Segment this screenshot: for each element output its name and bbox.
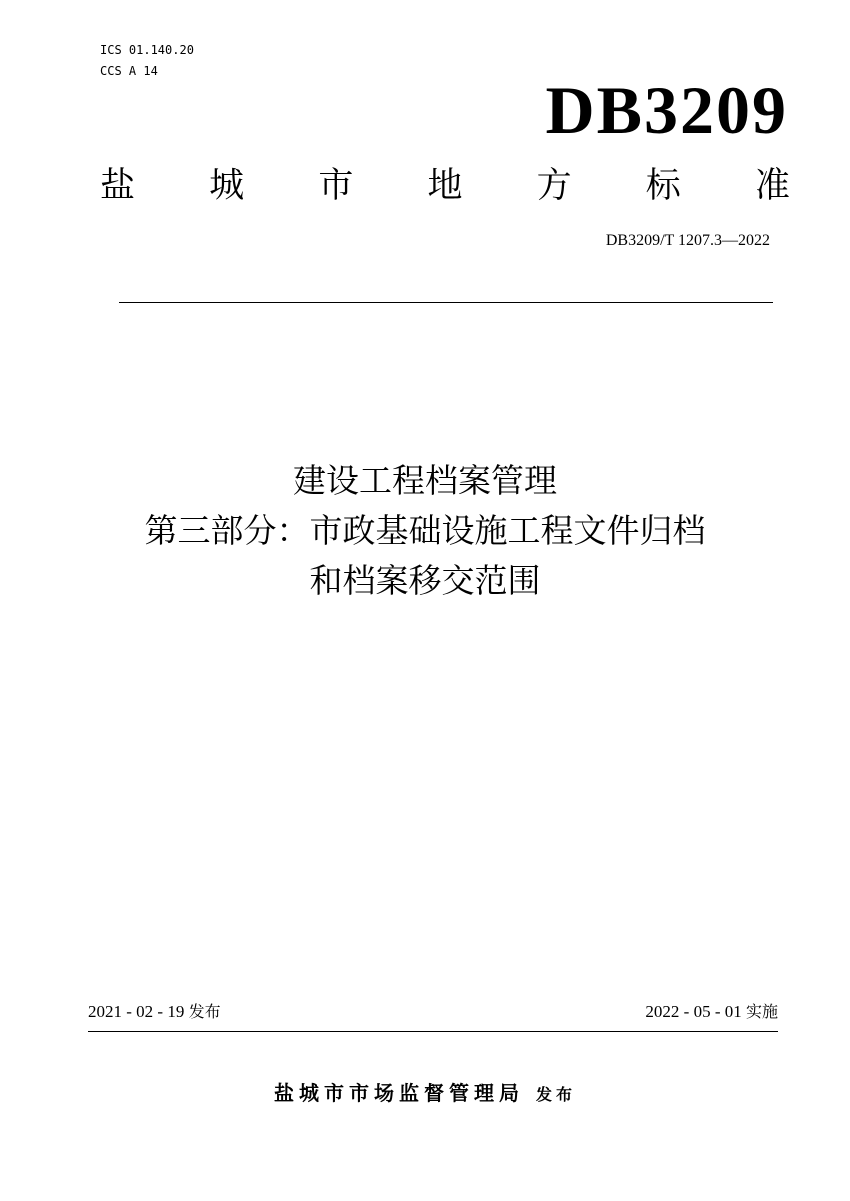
footer-divider — [88, 1031, 778, 1032]
standard-type-char: 准 — [754, 166, 790, 206]
title-line: 和档案移交范围 — [309, 561, 541, 600]
issue-date-value: 2021 - 02 - 19 — [88, 1002, 185, 1021]
standard-type-char: 标 — [645, 166, 681, 206]
title-line: 建设工程档案管理 — [293, 461, 557, 500]
header-divider — [119, 302, 773, 303]
ics-code: ICS 01.140.20 — [100, 43, 194, 57]
standard-type-char: 城 — [209, 166, 245, 206]
standard-type-char: 方 — [536, 166, 572, 206]
issuer-action: 发布 — [535, 1085, 576, 1104]
issuing-authority — [0, 1077, 850, 1106]
issue-date-label: 发布 — [188, 1002, 221, 1021]
issuer-organization: 盐城市市场监督管理局 — [273, 1081, 524, 1105]
issue-date — [88, 1002, 221, 1022]
standard-type-char: 盐 — [100, 166, 136, 206]
standard-type-char: 市 — [318, 166, 354, 206]
ccs-code: CCS A 14 — [100, 64, 158, 78]
title-line: 第三部分：市政基础设施工程文件归档 — [144, 511, 706, 550]
standard-type-heading — [100, 163, 790, 209]
implementation-date — [645, 1002, 778, 1022]
standard-number: DB3209/T 1207.3—2022 — [605, 232, 770, 249]
implementation-date-label: 实施 — [745, 1002, 778, 1021]
standard-code-logo: DB3209 — [545, 72, 788, 148]
standard-type-char: 地 — [427, 166, 463, 206]
document-title — [0, 456, 850, 606]
implementation-date-value: 2022 - 05 - 01 — [645, 1002, 742, 1021]
